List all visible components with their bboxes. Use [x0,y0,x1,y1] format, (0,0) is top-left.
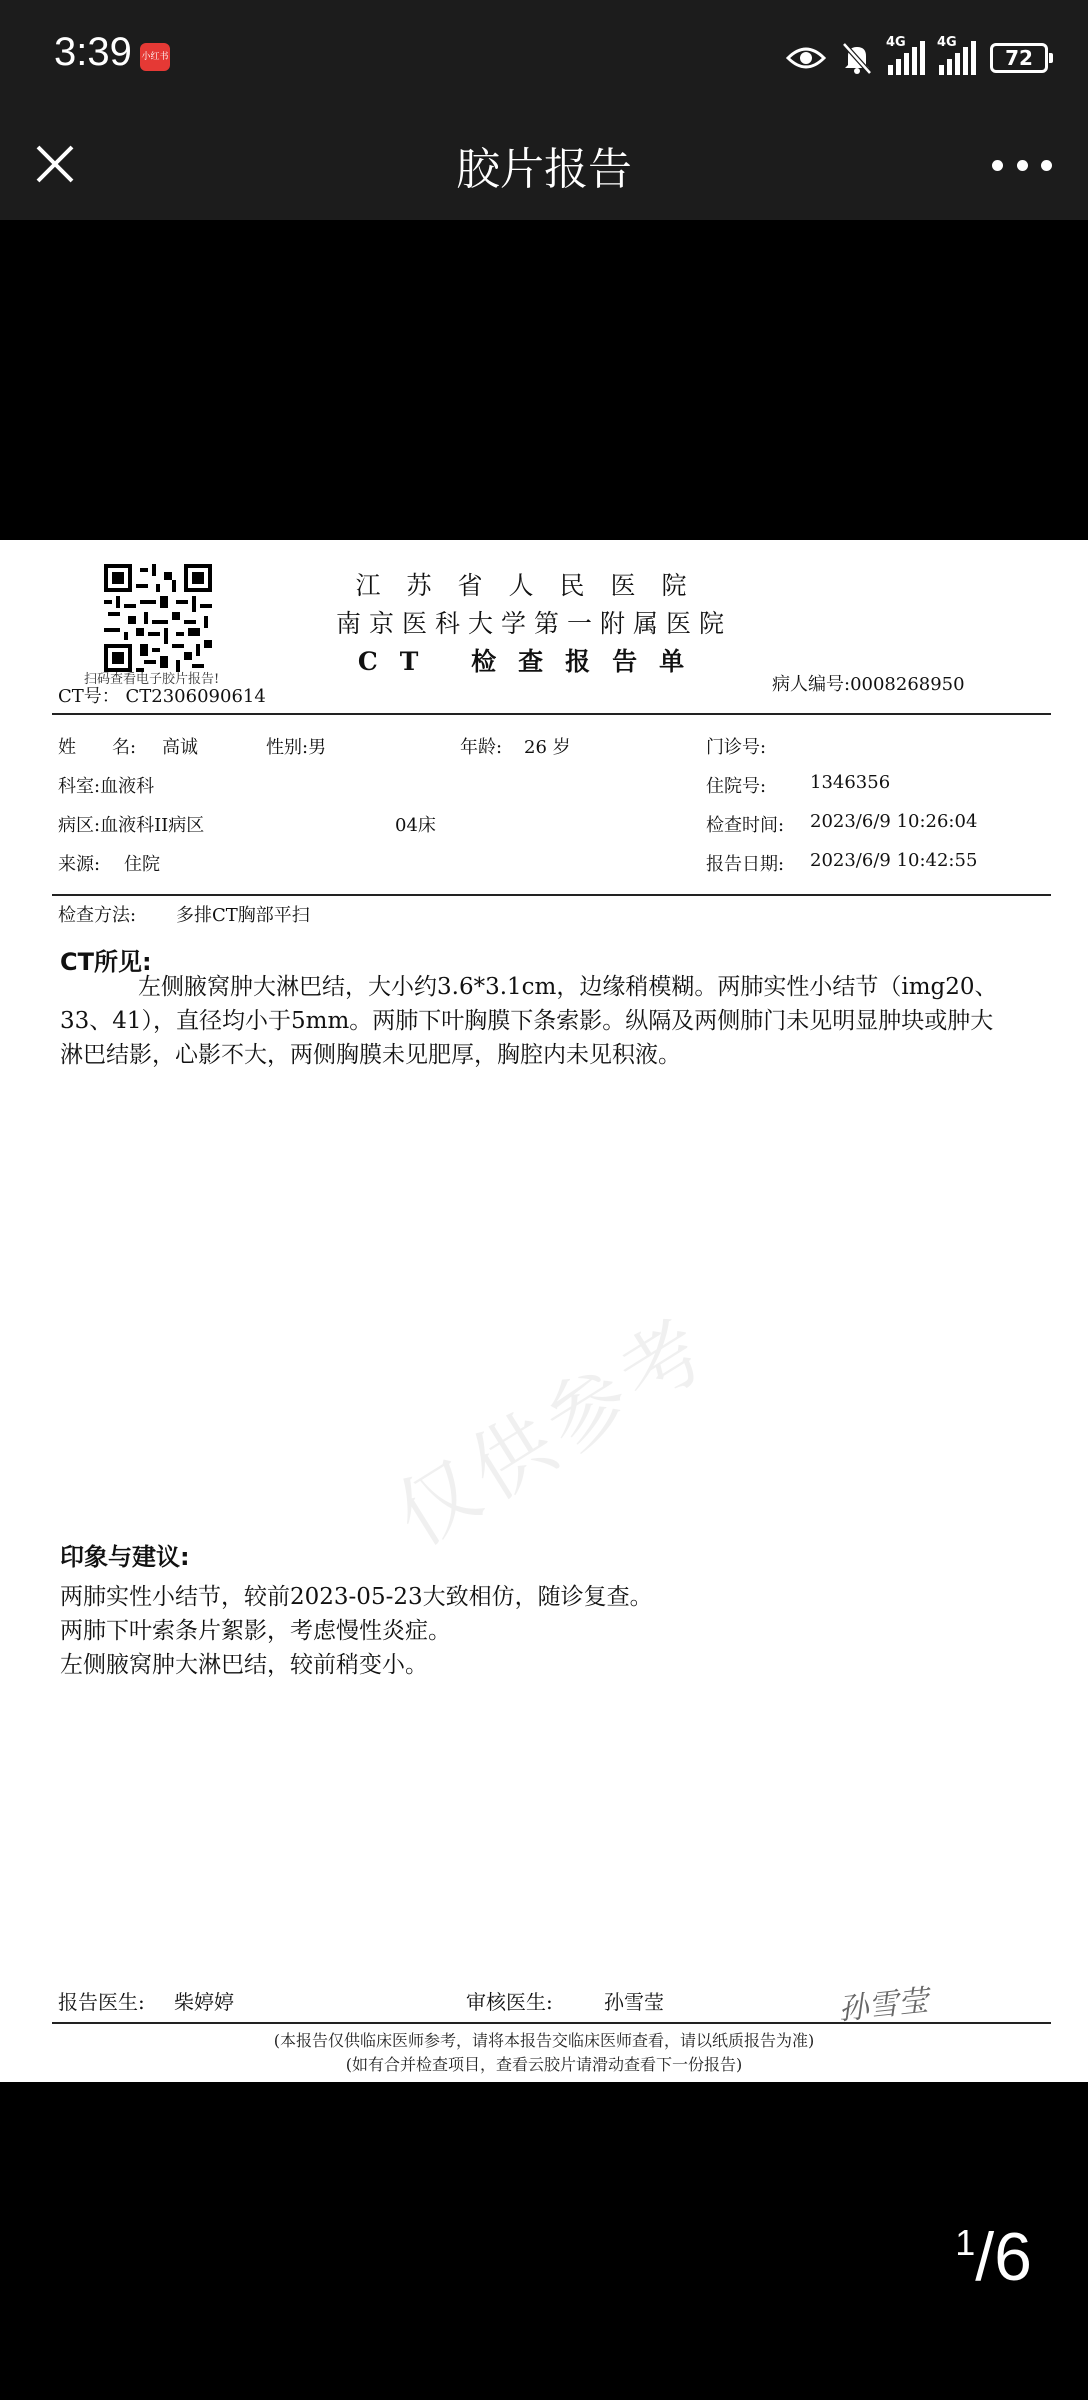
signal-1-icon: 4G [888,41,925,75]
more-icon-dot [1041,160,1052,171]
inpatient-number: 1346356 [810,772,891,793]
more-icon-dot [992,160,1003,171]
nav-bar [0,115,1088,220]
source-label: 来源: [58,854,101,875]
total-pages: 6 [994,2219,1032,2295]
notification-app-icon: 小红书 [140,43,170,71]
department: 科室:血液科 [58,776,155,797]
page-indicator: 1/6 [955,2219,1032,2295]
hospital-name: 江苏省人民医院 [355,571,713,600]
impression-item: 两肺下叶索条片絮影，考虑慢性炎症。 [60,1618,451,1644]
method-label: 检查方法: [58,905,137,926]
impression-heading: 印象与建议: [60,1543,190,1571]
more-options-button[interactable] [992,145,1052,185]
divider [52,894,1051,896]
current-page: 1 [955,2222,976,2263]
signal-2-icon: 4G [939,41,976,75]
report-doctor: 柴婷婷 [174,1990,234,2014]
ct-number: CT号： CT2306090614 [58,686,266,707]
divider [52,2022,1051,2024]
report-title: CT 检查报告单 [357,647,707,676]
page-title: 胶片报告 [456,144,632,195]
report-doctor-label: 报告医生: [58,1990,145,2014]
bed: 04床 [395,815,436,836]
merge-note: (如有合并检查项目，查看云胶片请滑动查看下一份报告) [345,2055,743,2074]
source: 住院 [124,854,160,875]
watermark: 仅供参考 [379,1298,728,1565]
exam-time-label: 检查时间: [706,815,785,836]
patient-sex: 性别:男 [266,737,327,758]
review-doctor: 孙雪莹 [604,1990,664,2014]
exam-time: 2023/6/9 10:26:04 [810,811,978,832]
impressions-list [60,1580,960,1682]
more-icon-dot [1017,160,1028,171]
exam-method: 多排CT胸部平扫 [176,905,310,926]
eye-icon [786,43,826,73]
disclaimer-note: (本报告仅供临床医师参考，请将本报告交临床医师查看，请以纸质报告为准) [273,2031,815,2050]
name-label: 姓 名: [58,737,137,758]
ward: 病区:血液科II病区 [58,815,205,836]
findings-heading: CT所见: [60,948,152,976]
report-date-label: 报告日期: [706,854,785,875]
status-icons [786,36,1048,80]
clinic-no-label: 门诊号: [706,737,767,758]
hospital-affiliation: 南京医科大学第一附属医院 [335,609,732,638]
divider [52,713,1051,715]
status-bar [0,0,1088,115]
battery-icon: 72 [990,43,1048,73]
age-label: 年龄: [460,737,503,758]
mute-bell-icon [840,41,874,75]
inpatient-no-label: 住院号: [706,776,767,797]
report-date: 2023/6/9 10:42:55 [810,850,978,871]
findings-text: 左侧腋窝肿大淋巴结，大小约3.6*3.1cm，边缘稍模糊。两肺实性小结节（img20、33、41），直径均小于5mm。两肺下叶胸膜下条索影。纵隔及两侧肺门未见明显肿块或肿大淋巴结影，心影不大，两侧胸膜未见肥厚，胸腔内未见积液。 [60,974,998,1068]
impression-item: 左侧腋窝肿大淋巴结，较前稍变小。 [60,1652,428,1678]
review-doctor-label: 审核医生: [466,1990,553,2014]
impression-item: 两肺实性小结节，较前2023-05-23大致相仿，随诊复查。 [60,1584,653,1610]
patient-age: 26 岁 [524,737,571,758]
qr-caption: 扫码查看电子胶片报告! [84,672,220,687]
status-time: 3:39 [54,30,132,74]
report-document[interactable] [0,540,1088,2082]
patient-number: 病人编号:0008268950 [772,674,965,695]
doctor-signature: 孙雪莹 [836,1983,930,2028]
patient-name: 高诚 [162,737,198,758]
